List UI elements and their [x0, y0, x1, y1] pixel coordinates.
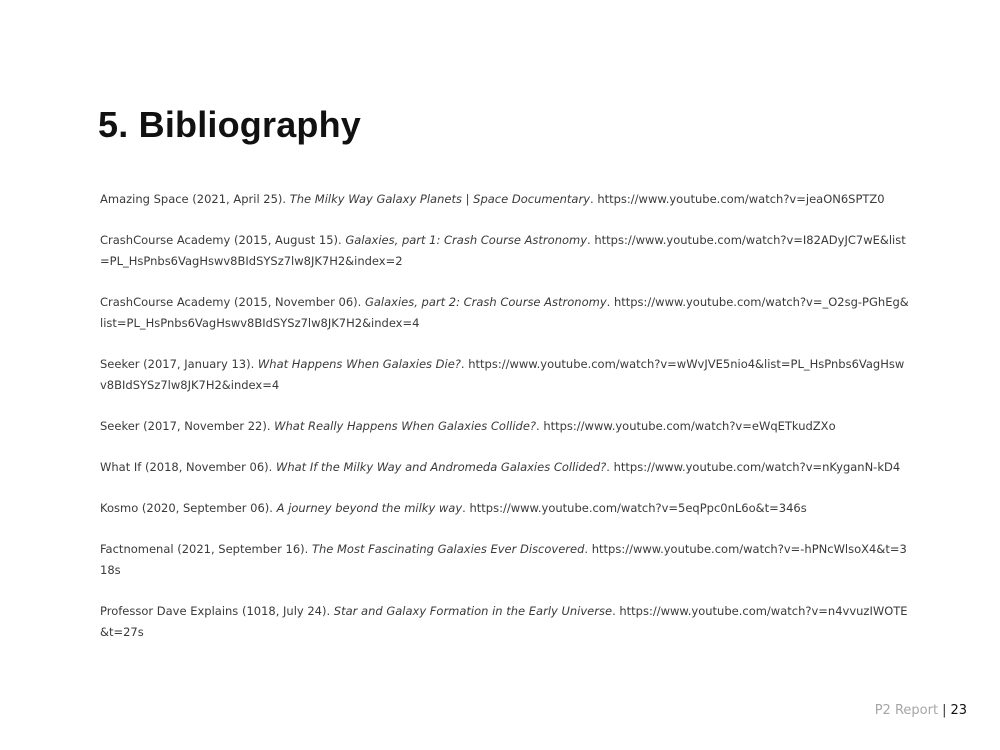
- entry-title: Star and Galaxy Formation in the Early Universe: [333, 604, 613, 618]
- entry-link[interactable]: . https://www.youtube.com/watch?v=n4vvuzIWOTE&t=27s: [100, 604, 908, 639]
- entry-title: A journey beyond the milky way: [276, 501, 463, 515]
- bibliography-entry: [100, 457, 910, 478]
- bibliography-entry: [100, 354, 910, 396]
- entry-source: Seeker (2017, January 13).: [100, 357, 258, 371]
- entry-link[interactable]: . https://www.youtube.com/watch?v=-hPNcWlsoX4&t=318s: [100, 542, 907, 577]
- entry-link[interactable]: . https://www.youtube.com/watch?v=_O2sg-PGhEg&list=PL_HsPnbs6VagHswv8BIdSYSz7lw8JK7H2&index=4: [100, 295, 909, 330]
- entry-title: What Really Happens When Galaxies Collide?: [274, 419, 537, 433]
- bibliography-entry: [100, 189, 910, 210]
- entry-source: What If (2018, November 06).: [100, 460, 276, 474]
- entry-source: Professor Dave Explains (1018, July 24).: [100, 604, 334, 618]
- entry-link[interactable]: . https://www.youtube.com/watch?v=5eqPpc0nL6o&t=346s: [462, 501, 807, 515]
- entry-title: Galaxies, part 2: Crash Course Astronomy: [364, 295, 607, 309]
- page-footer: [875, 702, 967, 720]
- bibliography-entry: [100, 601, 910, 643]
- entry-source: Kosmo (2020, September 06).: [100, 501, 277, 515]
- bibliography-list: [100, 189, 910, 663]
- bibliography-entry: [100, 292, 910, 334]
- entry-link[interactable]: . https://www.youtube.com/watch?v=jeaON6SPTZ0: [590, 192, 885, 206]
- entry-link[interactable]: . https://www.youtube.com/watch?v=nKyganN-kD4: [606, 460, 901, 474]
- entry-title: What Happens When Galaxies Die?: [257, 357, 461, 371]
- entry-title: The Milky Way Galaxy Planets | Space Documentary: [289, 192, 591, 206]
- entry-source: Amazing Space (2021, April 25).: [100, 192, 290, 206]
- entry-source: CrashCourse Academy (2015, November 06).: [100, 295, 365, 309]
- page-title: 5. Bibliography: [98, 104, 362, 145]
- bibliography-entry: [100, 230, 910, 272]
- bibliography-entry: [100, 539, 910, 581]
- entry-link[interactable]: . https://www.youtube.com/watch?v=I82ADyJC7wE&list=PL_HsPnbs6VagHswv8BIdSYSz7lw8JK7H2&index=2: [100, 233, 906, 268]
- entry-link[interactable]: . https://www.youtube.com/watch?v=eWqETkudZXo: [536, 419, 836, 433]
- entry-source: Factnomenal (2021, September 16).: [100, 542, 312, 556]
- entry-title: The Most Fascinating Galaxies Ever Discovered: [311, 542, 585, 556]
- entry-title: What If the Milky Way and Andromeda Galaxies Collided?: [275, 460, 607, 474]
- entry-title: Galaxies, part 1: Crash Course Astronomy: [345, 233, 588, 247]
- entry-link[interactable]: . https://www.youtube.com/watch?v=wWvJVE5nio4&list=PL_HsPnbs6VagHswv8BIdSYSz7lw8JK7H2&index=4: [100, 357, 905, 392]
- bibliography-entry: [100, 416, 910, 437]
- report-name: P2 Report: [874, 703, 939, 718]
- entry-source: Seeker (2017, November 22).: [100, 419, 275, 433]
- bibliography-entry: [100, 498, 910, 519]
- page-number: 23: [950, 703, 967, 718]
- entry-source: CrashCourse Academy (2015, August 15).: [100, 233, 346, 247]
- footer-separator: |: [942, 703, 947, 718]
